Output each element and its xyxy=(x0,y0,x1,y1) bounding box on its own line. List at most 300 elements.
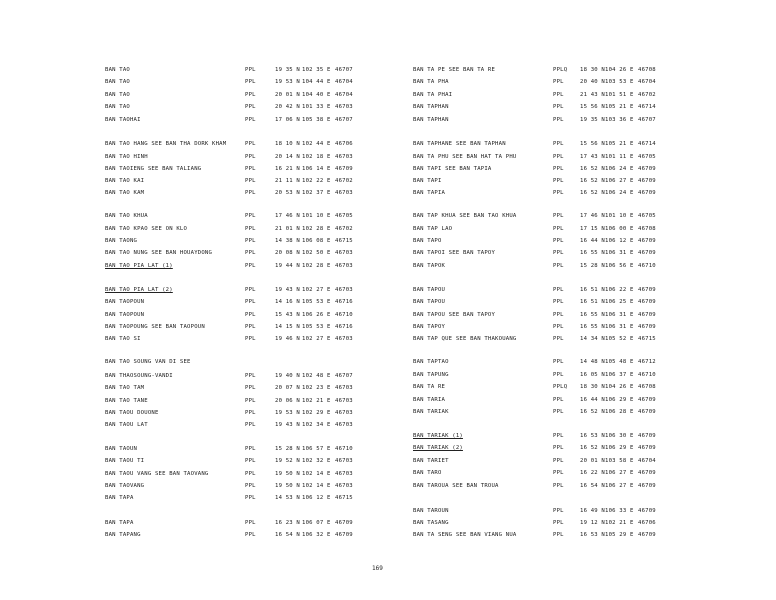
entry-type: PPL xyxy=(553,141,564,147)
entry-lon: 106 57 E xyxy=(302,446,331,452)
entry-lat: 19 52 N xyxy=(275,458,300,464)
entry-code: 46709 xyxy=(638,445,656,451)
entry-name: BAN TAPOU SEE BAN TAPOY xyxy=(413,312,496,318)
entry-lat: 19 43 N xyxy=(275,287,300,293)
entry-lon: 106 31 E xyxy=(605,324,634,330)
entry-lat: 14 48 N xyxy=(580,359,605,365)
entry-name: BAN TAO HINH xyxy=(105,154,148,160)
entry-code: 46714 xyxy=(638,141,656,147)
entry-code: 46704 xyxy=(638,79,656,85)
entry-lon: 106 33 E xyxy=(605,508,634,514)
entry-type: PPL xyxy=(245,213,256,219)
entry-type: PPL xyxy=(245,299,256,305)
entry-code: 46709 xyxy=(335,166,353,172)
entry-name: BAN TAP QUE SEE BAN THAKOUANG xyxy=(413,336,517,342)
entry-type: PPL xyxy=(553,213,564,219)
entry-lon: 106 32 E xyxy=(302,532,331,538)
entry-lat: 20 40 N xyxy=(580,79,605,85)
entry-code: 46715 xyxy=(638,336,656,342)
entry-code: 46707 xyxy=(638,117,656,123)
entry-name: BAN TA SENG SEE BAN VIANG NUA xyxy=(413,532,517,538)
entry-type: PPL xyxy=(245,373,256,379)
entry-type: PPL xyxy=(245,226,256,232)
entry-code: 46704 xyxy=(638,458,656,464)
entry-type: PPL xyxy=(553,104,564,110)
entry-code: 46703 xyxy=(335,483,353,489)
entry-name: BAN TARIAK (1) xyxy=(413,433,463,439)
entry-name: BAN TAO HANG SEE BAN THA DORK KHAM xyxy=(105,141,227,147)
entry-code: 46705 xyxy=(638,154,656,160)
entry-lat: 16 53 N xyxy=(580,433,605,439)
entry-lat: 21 11 N xyxy=(275,178,300,184)
entry-type: PPL xyxy=(553,520,564,526)
entry-lat: 19 46 N xyxy=(275,336,300,342)
entry-lon: 102 34 E xyxy=(302,422,331,428)
entry-lat: 14 34 N xyxy=(580,336,605,342)
entry-code: 46715 xyxy=(335,495,353,501)
entry-lon: 102 28 E xyxy=(302,226,331,232)
entry-name: BAN TAPOI SEE BAN TAPOY xyxy=(413,250,496,256)
entry-lon: 106 31 E xyxy=(605,250,634,256)
entry-lon: 102 44 E xyxy=(302,141,331,147)
entry-lat: 16 44 N xyxy=(580,238,605,244)
entry-lon: 106 27 E xyxy=(605,483,634,489)
entry-code: 46709 xyxy=(638,433,656,439)
entry-code: 46704 xyxy=(335,92,353,98)
entry-type: PPL xyxy=(245,422,256,428)
entry-lat: 18 30 N xyxy=(580,67,605,73)
entry-type: PPL xyxy=(245,141,256,147)
entry-code: 46702 xyxy=(638,92,656,98)
entry-type: PPL xyxy=(553,470,564,476)
entry-name: BAN TAO xyxy=(105,92,130,98)
entry-code: 46709 xyxy=(638,532,656,538)
entry-lon: 102 27 E xyxy=(302,287,331,293)
entry-lat: 15 28 N xyxy=(580,263,605,269)
entry-name: BAN TAPANG xyxy=(105,532,141,538)
entry-name: BAN TAO xyxy=(105,104,130,110)
entry-type: PPL xyxy=(245,385,256,391)
entry-lon: 101 33 E xyxy=(302,104,331,110)
entry-type: PPL xyxy=(553,458,564,464)
entry-type: PPL xyxy=(245,495,256,501)
entry-lat: 16 55 N xyxy=(580,324,605,330)
entry-lat: 14 15 N xyxy=(275,324,300,330)
entry-type: PPL xyxy=(245,471,256,477)
entry-lon: 102 21 E xyxy=(605,520,634,526)
entry-lon: 106 27 E xyxy=(605,178,634,184)
entry-type: PPL xyxy=(245,79,256,85)
entry-type: PPL xyxy=(245,166,256,172)
entry-lat: 16 21 N xyxy=(275,166,300,172)
entry-type: PPL xyxy=(245,312,256,318)
entry-code: 46703 xyxy=(335,422,353,428)
entry-lat: 19 50 N xyxy=(275,471,300,477)
entry-name: BAN TARIAK xyxy=(413,409,449,415)
entry-lat: 20 01 N xyxy=(275,92,300,98)
entry-code: 46706 xyxy=(638,520,656,526)
entry-lat: 14 16 N xyxy=(275,299,300,305)
entry-lon: 103 58 E xyxy=(605,458,634,464)
entry-name: BAN TAOIENG SEE BAN TALIANG xyxy=(105,166,202,172)
entry-type: PPL xyxy=(553,263,564,269)
entry-code: 46709 xyxy=(638,508,656,514)
entry-type: PPL xyxy=(553,238,564,244)
entry-name: BAN TAPHANE SEE BAN TAPHAN xyxy=(413,141,506,147)
entry-lon: 103 53 E xyxy=(605,79,634,85)
entry-lon: 104 26 E xyxy=(605,67,634,73)
entry-lon: 106 24 E xyxy=(605,190,634,196)
entry-lon: 102 14 E xyxy=(302,471,331,477)
entry-lon: 106 37 E xyxy=(605,372,634,378)
entry-type: PPL xyxy=(245,250,256,256)
entry-lat: 19 35 N xyxy=(275,67,300,73)
entry-lat: 17 46 N xyxy=(275,213,300,219)
entry-name: BAN TAO KPAO SEE ON KLO xyxy=(105,226,188,232)
entry-type: PPL xyxy=(553,508,564,514)
entry-code: 46703 xyxy=(335,398,353,404)
entry-name: BAN TASANG xyxy=(413,520,449,526)
entry-name: BAN TARO xyxy=(413,470,442,476)
entry-code: 46709 xyxy=(638,238,656,244)
entry-lat: 17 46 N xyxy=(580,213,605,219)
entry-name: BAN TAOUN xyxy=(105,446,138,452)
entry-lat: 16 54 N xyxy=(275,532,300,538)
entry-code: 46706 xyxy=(335,141,353,147)
entry-lon: 106 30 E xyxy=(605,433,634,439)
entry-lat: 20 07 N xyxy=(275,385,300,391)
entry-code: 46712 xyxy=(638,359,656,365)
entry-lon: 105 29 E xyxy=(605,532,634,538)
entry-code: 46705 xyxy=(638,213,656,219)
entry-lat: 17 06 N xyxy=(275,117,300,123)
entry-code: 46705 xyxy=(335,213,353,219)
entry-name: BAN TA PHU SEE BAN HAT TA PHU xyxy=(413,154,517,160)
entry-code: 46709 xyxy=(638,250,656,256)
entry-name: BAN TAOPOUN xyxy=(105,312,145,318)
entry-lon: 101 51 E xyxy=(605,92,634,98)
entry-type: PPL xyxy=(245,532,256,538)
entry-type: PPL xyxy=(553,190,564,196)
entry-lon: 105 52 E xyxy=(605,336,634,342)
entry-type: PPL xyxy=(245,238,256,244)
entry-lon: 102 28 E xyxy=(302,263,331,269)
entry-lat: 20 01 N xyxy=(580,458,605,464)
entry-lat: 20 42 N xyxy=(275,104,300,110)
entry-code: 46708 xyxy=(638,67,656,73)
entry-type: PPL xyxy=(553,117,564,123)
entry-lat: 19 40 N xyxy=(275,373,300,379)
entry-lon: 106 56 E xyxy=(605,263,634,269)
entry-name: BAN TAO TAM xyxy=(105,385,145,391)
entry-type: PPL xyxy=(245,336,256,342)
entry-type: PPLQ xyxy=(553,384,568,390)
entry-type: PPL xyxy=(553,287,564,293)
entry-type: PPLQ xyxy=(553,67,568,73)
entry-code: 46703 xyxy=(335,190,353,196)
entry-lon: 106 29 E xyxy=(605,397,634,403)
entry-type: PPL xyxy=(245,190,256,196)
entry-code: 46710 xyxy=(335,312,353,318)
entry-type: PPL xyxy=(553,79,564,85)
entry-name: BAN TAO SOUNG VAN DI SEE xyxy=(105,359,191,365)
entry-lon: 106 27 E xyxy=(605,470,634,476)
entry-name: BAN TAOU DOUONE xyxy=(105,410,159,416)
entry-type: PPL xyxy=(553,154,564,160)
entry-lon: 102 22 E xyxy=(302,178,331,184)
entry-lat: 19 44 N xyxy=(275,263,300,269)
entry-lat: 14 53 N xyxy=(275,495,300,501)
entry-lat: 19 53 N xyxy=(275,410,300,416)
entry-lon: 101 10 E xyxy=(605,213,634,219)
entry-name: BAN TAOU TI xyxy=(105,458,145,464)
entry-code: 46709 xyxy=(638,409,656,415)
entry-lon: 102 14 E xyxy=(302,483,331,489)
entry-lat: 16 49 N xyxy=(580,508,605,514)
entry-type: PPL xyxy=(553,178,564,184)
entry-type: PPL xyxy=(245,483,256,489)
entry-lon: 106 26 E xyxy=(302,312,331,318)
entry-lon: 102 23 E xyxy=(302,385,331,391)
entry-lat: 16 52 N xyxy=(580,409,605,415)
entry-lon: 105 53 E xyxy=(302,324,331,330)
entry-name: BAN TAOVANG xyxy=(105,483,145,489)
entry-name: BAN TAPHAN xyxy=(413,104,449,110)
entry-lon: 105 38 E xyxy=(302,117,331,123)
entry-type: PPL xyxy=(553,166,564,172)
entry-lat: 16 52 N xyxy=(580,178,605,184)
entry-code: 46715 xyxy=(335,238,353,244)
entry-lon: 102 29 E xyxy=(302,410,331,416)
entry-lat: 16 51 N xyxy=(580,299,605,305)
entry-code: 46709 xyxy=(638,324,656,330)
entry-lat: 19 12 N xyxy=(580,520,605,526)
entry-code: 46709 xyxy=(638,397,656,403)
entry-lon: 105 48 E xyxy=(605,359,634,365)
entry-code: 46703 xyxy=(335,385,353,391)
entry-name: BAN TAO SI xyxy=(105,336,141,342)
entry-type: PPL xyxy=(553,92,564,98)
entry-name: BAN TAP KHUA SEE BAN TAO KHUA xyxy=(413,213,517,219)
entry-name: BAN TAPA xyxy=(105,520,134,526)
entry-lat: 16 22 N xyxy=(580,470,605,476)
entry-code: 46704 xyxy=(335,79,353,85)
entry-lat: 20 06 N xyxy=(275,398,300,404)
entry-type: PPL xyxy=(553,409,564,415)
entry-lon: 106 22 E xyxy=(605,287,634,293)
entry-lon: 102 48 E xyxy=(302,373,331,379)
entry-lon: 106 28 E xyxy=(605,409,634,415)
entry-lat: 15 43 N xyxy=(275,312,300,318)
entry-lon: 106 24 E xyxy=(605,166,634,172)
entry-name: BAN TAO PIA LAT (1) xyxy=(105,263,173,269)
entry-lon: 101 10 E xyxy=(302,213,331,219)
entry-name: BAN TAPA xyxy=(105,495,134,501)
entry-type: PPL xyxy=(553,324,564,330)
entry-lat: 20 08 N xyxy=(275,250,300,256)
entry-name: BAN TAO xyxy=(105,67,130,73)
entry-lat: 19 50 N xyxy=(275,483,300,489)
entry-lat: 16 51 N xyxy=(580,287,605,293)
entry-name: BAN TAO xyxy=(105,79,130,85)
entry-name: BAN TAO KHUA xyxy=(105,213,148,219)
entry-lon: 106 14 E xyxy=(302,166,331,172)
entry-name: BAN TARIA xyxy=(413,397,446,403)
entry-lat: 21 01 N xyxy=(275,226,300,232)
entry-lat: 16 55 N xyxy=(580,312,605,318)
entry-lon: 105 21 E xyxy=(605,141,634,147)
entry-name: BAN TAPOY xyxy=(413,324,446,330)
entry-lat: 18 30 N xyxy=(580,384,605,390)
entry-name: BAN TAP LAO xyxy=(413,226,453,232)
entry-lon: 106 25 E xyxy=(605,299,634,305)
entry-name: BAN TAPI SEE BAN TAPIA xyxy=(413,166,492,172)
entry-name: BAN TAOHAI xyxy=(105,117,141,123)
entry-name: BAN TAONG xyxy=(105,238,138,244)
entry-type: PPL xyxy=(245,263,256,269)
entry-type: PPL xyxy=(553,372,564,378)
entry-lon: 102 27 E xyxy=(302,336,331,342)
entry-name: BAN THAOSOUNG-VANDI xyxy=(105,373,173,379)
entry-lat: 16 52 N xyxy=(580,190,605,196)
entry-name: BAN TAPTAO xyxy=(413,359,449,365)
entry-name: BAN TARIAK (2) xyxy=(413,445,463,451)
entry-lat: 19 43 N xyxy=(275,422,300,428)
entry-type: PPL xyxy=(245,92,256,98)
entry-code: 46703 xyxy=(335,104,353,110)
entry-type: PPL xyxy=(245,520,256,526)
entry-type: PPL xyxy=(553,312,564,318)
entry-code: 46710 xyxy=(638,263,656,269)
entry-name: BAN TAPOU xyxy=(413,287,446,293)
entry-code: 46709 xyxy=(638,312,656,318)
entry-lat: 18 10 N xyxy=(275,141,300,147)
entry-code: 46707 xyxy=(335,67,353,73)
entry-lon: 106 07 E xyxy=(302,520,331,526)
entry-lon: 102 35 E xyxy=(302,67,331,73)
entry-name: BAN TA PE SEE BAN TA RE xyxy=(413,67,496,73)
entry-name: BAN TAPUNG xyxy=(413,372,449,378)
entry-code: 46709 xyxy=(335,532,353,538)
page-number: 169 xyxy=(372,565,383,572)
entry-type: PPL xyxy=(553,483,564,489)
entry-code: 46703 xyxy=(335,410,353,416)
entry-type: PPL xyxy=(245,67,256,73)
entry-lon: 105 53 E xyxy=(302,299,331,305)
entry-lon: 102 50 E xyxy=(302,250,331,256)
entry-type: PPL xyxy=(553,226,564,232)
entry-lat: 16 52 N xyxy=(580,445,605,451)
entry-lon: 106 31 E xyxy=(605,312,634,318)
entry-lat: 16 23 N xyxy=(275,520,300,526)
entry-code: 46709 xyxy=(638,178,656,184)
entry-lat: 21 43 N xyxy=(580,92,605,98)
entry-lon: 103 36 E xyxy=(605,117,634,123)
entry-type: PPL xyxy=(553,359,564,365)
entry-lat: 16 55 N xyxy=(580,250,605,256)
entry-name: BAN TAPOU xyxy=(413,299,446,305)
entry-lat: 16 53 N xyxy=(580,532,605,538)
entry-lat: 16 44 N xyxy=(580,397,605,403)
entry-name: BAN TA PHAI xyxy=(413,92,453,98)
entry-type: PPL xyxy=(553,336,564,342)
entry-code: 46709 xyxy=(335,520,353,526)
entry-name: BAN TAO TANE xyxy=(105,398,148,404)
entry-code: 46703 xyxy=(335,154,353,160)
entry-type: PPL xyxy=(245,178,256,184)
entry-code: 46702 xyxy=(335,226,353,232)
entry-lat: 14 38 N xyxy=(275,238,300,244)
entry-lon: 104 44 E xyxy=(302,79,331,85)
entry-code: 46709 xyxy=(638,166,656,172)
entry-name: BAN TAPIA xyxy=(413,190,446,196)
entry-lon: 106 00 E xyxy=(605,226,634,232)
entry-name: BAN TAROUN xyxy=(413,508,449,514)
entry-code: 46709 xyxy=(638,470,656,476)
entry-lat: 16 54 N xyxy=(580,483,605,489)
entry-lon: 104 26 E xyxy=(605,384,634,390)
entry-lat: 15 56 N xyxy=(580,141,605,147)
entry-type: PPL xyxy=(553,250,564,256)
entry-lat: 15 56 N xyxy=(580,104,605,110)
entry-code: 46703 xyxy=(335,263,353,269)
entry-name: BAN TA RE xyxy=(413,384,446,390)
entry-code: 46702 xyxy=(335,178,353,184)
entry-type: PPL xyxy=(245,117,256,123)
entry-name: BAN TAOU VANG SEE BAN TAOVANG xyxy=(105,471,209,477)
entry-code: 46703 xyxy=(335,250,353,256)
entry-lon: 104 40 E xyxy=(302,92,331,98)
entry-lon: 101 11 E xyxy=(605,154,634,160)
entry-lon: 102 37 E xyxy=(302,190,331,196)
entry-lat: 16 52 N xyxy=(580,166,605,172)
entry-name: BAN TAROUA SEE BAN TROUA xyxy=(413,483,499,489)
entry-code: 46716 xyxy=(335,324,353,330)
entry-code: 46708 xyxy=(638,384,656,390)
entry-name: BAN TAO PIA LAT (2) xyxy=(105,287,173,293)
entry-code: 46703 xyxy=(335,471,353,477)
entry-name: BAN TAPHAN xyxy=(413,117,449,123)
entry-code: 46709 xyxy=(638,287,656,293)
entry-lat: 20 53 N xyxy=(275,190,300,196)
entry-type: PPL xyxy=(245,154,256,160)
entry-code: 46710 xyxy=(335,446,353,452)
entry-lon: 106 29 E xyxy=(605,445,634,451)
entry-type: PPL xyxy=(245,398,256,404)
entry-code: 46714 xyxy=(638,104,656,110)
entry-code: 46703 xyxy=(335,336,353,342)
entry-lon: 106 12 E xyxy=(302,495,331,501)
entry-code: 46710 xyxy=(638,372,656,378)
entry-type: PPL xyxy=(553,445,564,451)
entry-code: 46716 xyxy=(335,299,353,305)
entry-name: BAN TAO KAI xyxy=(105,178,145,184)
entry-type: PPL xyxy=(245,324,256,330)
entry-code: 46707 xyxy=(335,373,353,379)
entry-name: BAN TAOPOUNG SEE BAN TAOPOUN xyxy=(105,324,205,330)
entry-lat: 17 43 N xyxy=(580,154,605,160)
entry-code: 46703 xyxy=(335,287,353,293)
entry-lon: 106 12 E xyxy=(605,238,634,244)
entry-type: PPL xyxy=(553,299,564,305)
entry-type: PPL xyxy=(245,458,256,464)
entry-type: PPL xyxy=(245,446,256,452)
entry-lat: 19 35 N xyxy=(580,117,605,123)
entry-name: BAN TAPO xyxy=(413,238,442,244)
entry-lat: 19 53 N xyxy=(275,79,300,85)
entry-name: BAN TAOPOUN xyxy=(105,299,145,305)
entry-lon: 106 08 E xyxy=(302,238,331,244)
